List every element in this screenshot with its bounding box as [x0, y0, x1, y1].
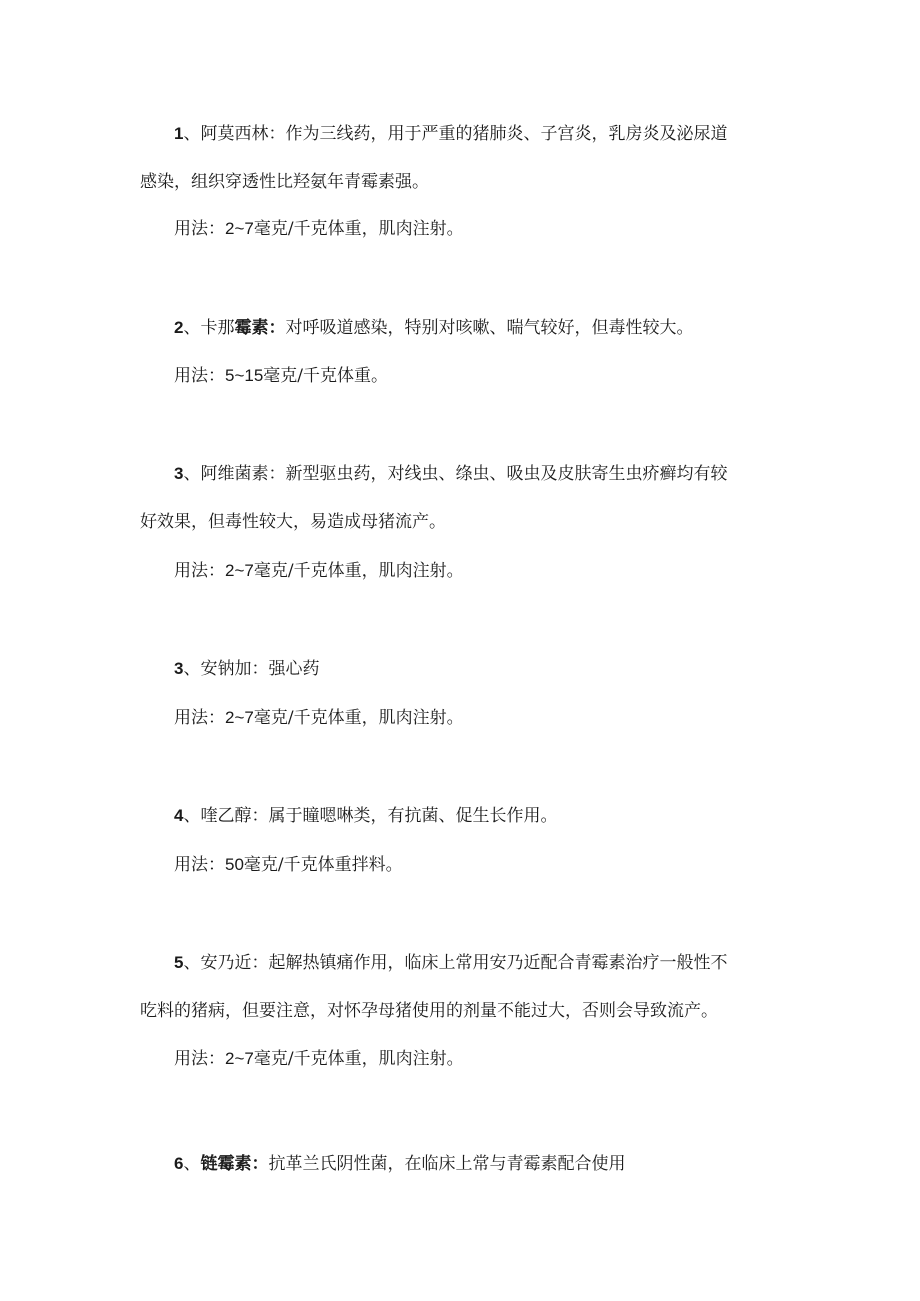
entry-1-usage: 用法：2~7毫克/千克体重，肌肉注射。 [174, 219, 464, 239]
entry-5-usage: 用法：50毫克/千克体重拌料。 [174, 855, 403, 875]
entry-2-usage: 用法：5~15毫克/千克体重。 [174, 366, 389, 386]
entry-3-usage: 用法：2~7毫克/千克体重，肌肉注射。 [174, 561, 464, 581]
entry-6-usage: 用法：2~7毫克/千克体重，肌肉注射。 [174, 1049, 464, 1069]
entry-4-heading: 3、安钠加：强心药 [174, 659, 320, 679]
entry-5-heading: 4、喹乙醇：属于瞳嗯啉类，有抗菌、促生长作用。 [174, 806, 558, 826]
entry-3-heading: 3、阿维菌素：新型驱虫药，对线虫、绦虫、吸虫及皮肤寄生虫疥癣均有较 [174, 464, 728, 484]
entry-4-usage: 用法：2~7毫克/千克体重，肌肉注射。 [174, 708, 464, 728]
entry-1-text-cont: 感染，组织穿透性比羟氨年青霉素强。 [140, 172, 429, 192]
entry-2-heading: 2、卡那霉素：对呼吸道感染，特别对咳嗽、喘气较好，但毒性较大。 [174, 318, 694, 338]
entry-6-heading: 5、安乃近：起解热镇痛作用，临床上常用安乃近配合青霉素治疗一般性不 [174, 953, 728, 973]
entry-7-heading: 6、链霉素：抗革兰氏阴性菌，在临床上常与青霉素配合使用 [174, 1154, 626, 1174]
entry-6-text-cont: 吃料的猪病，但要注意，对怀孕母猪使用的剂量不能过大，否则会导致流产。 [140, 1001, 718, 1021]
entry-3-text-cont: 好效果，但毒性较大，易造成母猪流产。 [140, 512, 446, 532]
entry-1-heading: 1、阿莫西林：作为三线药，用于严重的猪肺炎、子宫炎，乳房炎及泌尿道 [174, 124, 728, 144]
